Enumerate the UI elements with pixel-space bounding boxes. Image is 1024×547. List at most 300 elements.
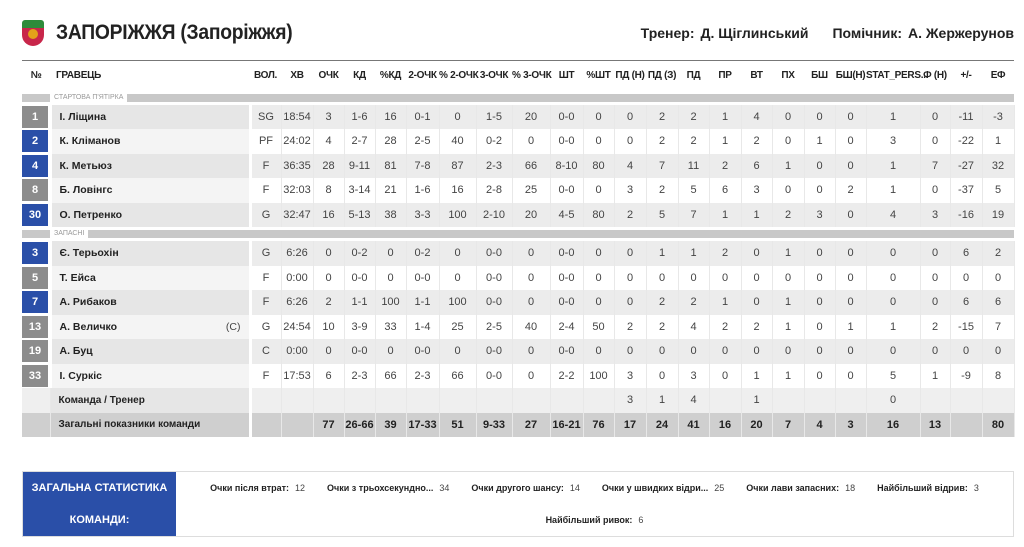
summary-title [23, 472, 176, 536]
stat-cell: 100 [439, 290, 476, 315]
jersey-number [22, 339, 50, 364]
section-label: ЗАПАСНІ [50, 229, 88, 239]
stat-cell: 0 [804, 290, 835, 315]
team-logo [22, 20, 44, 46]
column-header[interactable]: ОЧК [313, 61, 344, 91]
stat-cell: 1-4 [406, 315, 439, 340]
stat-cell: 0-0 [550, 129, 583, 154]
player-name-cell[interactable] [50, 203, 250, 228]
stat-cell: 0 [804, 241, 835, 266]
stat-cell: 1 [741, 364, 772, 389]
player-name[interactable]: Т. Ейса [59, 271, 96, 284]
stat-cell [439, 388, 476, 413]
player-row[interactable] [22, 290, 1014, 315]
summary-value: 25 [714, 483, 725, 493]
stat-cell: 6 [313, 364, 344, 389]
stat-cell: 1 [772, 290, 804, 315]
stat-cell [512, 388, 550, 413]
stat-cell: 0 [583, 178, 614, 203]
stat-cell: 7 [646, 154, 678, 179]
stat-cell: 8 [982, 364, 1014, 389]
stat-cell: 1 [646, 388, 678, 413]
stat-cell: 5 [678, 178, 709, 203]
stat-cell [281, 388, 313, 413]
player-name-cell[interactable] [50, 241, 250, 266]
player-row[interactable] [22, 178, 1014, 203]
player-name[interactable]: Є. Терьохін [59, 247, 119, 260]
summary-item [327, 483, 449, 493]
stat-cell: 7-8 [406, 154, 439, 179]
stat-cell: 7 [678, 203, 709, 228]
row-label: Команда / Тренер [50, 388, 250, 413]
stat-cell: 1 [741, 203, 772, 228]
player-row[interactable] [22, 266, 1014, 291]
stat-cell: 1 [866, 154, 920, 179]
stat-cell: 0 [835, 266, 866, 291]
stat-cell: 2 [614, 203, 646, 228]
stat-cell: 2 [646, 178, 678, 203]
stat-cell: 0 [835, 154, 866, 179]
stat-cell: 0:00 [281, 339, 313, 364]
stat-cell: F [250, 178, 281, 203]
column-header[interactable]: ГРАВЕЦЬ [50, 61, 250, 91]
stat-cell: 0 [835, 290, 866, 315]
stat-cell: 33 [375, 315, 406, 340]
stat-cell [835, 388, 866, 413]
stat-cell: 3 [614, 388, 646, 413]
team-header [22, 18, 1014, 48]
player-row[interactable] [22, 105, 1014, 130]
stat-cell: 0 [583, 241, 614, 266]
stat-cell: 24:02 [281, 129, 313, 154]
stat-cell: 0-0 [344, 266, 375, 291]
stat-cell: 32 [982, 154, 1014, 179]
column-header[interactable]: %ШТ [583, 61, 614, 91]
stat-cell: 0 [866, 388, 920, 413]
stat-cell: -16 [950, 203, 982, 228]
stat-cell: 7 [982, 315, 1014, 340]
stat-cell: 0 [614, 105, 646, 130]
summary-label: Найбільший відрив: [877, 483, 968, 493]
stat-cell: 4 [313, 129, 344, 154]
stat-cell: 0 [583, 129, 614, 154]
stat-cell: 28 [375, 129, 406, 154]
stat-cell: 76 [583, 413, 614, 438]
stat-cell [406, 388, 439, 413]
summary-label: Очки з трьохсекундно... [327, 483, 434, 493]
jersey-number [22, 241, 50, 266]
team-totals-row [22, 413, 1014, 438]
player-name[interactable]: К. Метьюз [59, 159, 112, 172]
jersey-badge: 30 [22, 204, 48, 226]
player-row[interactable] [22, 339, 1014, 364]
stat-cell: 0 [866, 266, 920, 291]
player-name[interactable]: О. Петренко [59, 208, 123, 221]
player-name-cell[interactable] [50, 315, 250, 340]
stat-cell: 0 [920, 105, 950, 130]
stat-cell: 0 [512, 266, 550, 291]
stat-cell: C [250, 339, 281, 364]
stat-cell [950, 413, 982, 438]
stat-cell: 0-0 [550, 266, 583, 291]
team-title: ЗАПОРІЖЖЯ (Запоріжжя) [56, 21, 293, 44]
player-row[interactable] [22, 241, 1014, 266]
player-name[interactable]: А. Буц [59, 345, 93, 358]
stat-cell: 32:47 [281, 203, 313, 228]
stat-cell: 5 [646, 203, 678, 228]
stat-cell [982, 388, 1014, 413]
row-label: Загальні показники команди [50, 413, 250, 438]
player-name-cell[interactable] [50, 339, 250, 364]
player-name-cell[interactable] [50, 105, 250, 130]
stat-cell: 0 [709, 266, 741, 291]
column-header[interactable]: ЕФ [982, 61, 1014, 91]
stat-cell [772, 388, 804, 413]
column-header[interactable]: ПД (Н) [614, 61, 646, 91]
stat-cell: 0 [950, 266, 982, 291]
stat-cell: -22 [950, 129, 982, 154]
stat-cell: 0 [804, 315, 835, 340]
stat-cell: 0 [772, 266, 804, 291]
stat-cell: 66 [375, 364, 406, 389]
stat-cell: 2-3 [406, 364, 439, 389]
stat-cell: 7 [920, 154, 950, 179]
stat-cell: 6 [950, 241, 982, 266]
jersey-badge: 2 [22, 130, 48, 152]
jersey-badge: 19 [22, 340, 48, 362]
stat-cell: 40 [439, 129, 476, 154]
stat-cell: 20 [741, 413, 772, 438]
stat-cell: 50 [583, 315, 614, 340]
column-header[interactable]: ПД (З) [646, 61, 678, 91]
stat-cell: 2 [678, 290, 709, 315]
stat-cell: 0-0 [476, 266, 512, 291]
stat-cell: 1 [920, 364, 950, 389]
stat-cell: 1 [982, 129, 1014, 154]
stat-cell: 0 [583, 266, 614, 291]
stat-cell: 0 [614, 266, 646, 291]
stat-cell: 0 [512, 129, 550, 154]
stat-cell: 0 [646, 266, 678, 291]
column-header[interactable]: STAT_PERS... [866, 61, 920, 91]
summary-value: 3 [973, 483, 979, 493]
stat-cell: 1-5 [476, 105, 512, 130]
stat-cell: 0-0 [550, 290, 583, 315]
player-name-cell[interactable] [50, 129, 250, 154]
stat-cell: 0-0 [476, 339, 512, 364]
column-header[interactable]: ПД [678, 61, 709, 91]
stat-cell: 21 [375, 178, 406, 203]
stat-cell: 2 [709, 154, 741, 179]
player-row[interactable] [22, 203, 1014, 228]
stat-cell: 9-33 [476, 413, 512, 438]
stat-cell: 19 [982, 203, 1014, 228]
stat-cell: 0 [804, 105, 835, 130]
section-header [22, 227, 1014, 241]
stat-cell: -37 [950, 178, 982, 203]
jersey-number [22, 364, 50, 389]
column-header[interactable]: ПХ [772, 61, 804, 91]
summary-label: Очки лави запасних: [746, 483, 840, 493]
player-name[interactable]: Б. Ловінгс [59, 184, 113, 197]
stat-cell: 0 [375, 339, 406, 364]
stat-cell: 0 [439, 105, 476, 130]
coaches [641, 25, 1014, 41]
column-header[interactable]: БШ(Н) [835, 61, 866, 91]
stat-cell: 2 [646, 105, 678, 130]
column-header[interactable]: ВТ [741, 61, 772, 91]
column-header[interactable]: +/- [950, 61, 982, 91]
stat-cell: 0 [772, 178, 804, 203]
stat-cell: 3 [920, 203, 950, 228]
stat-cell: 1 [709, 290, 741, 315]
stat-cell: 16 [709, 413, 741, 438]
stat-cell: 13 [920, 413, 950, 438]
stat-cell: 0 [982, 339, 1014, 364]
column-header[interactable]: %КД [375, 61, 406, 91]
stat-cell: 0 [772, 129, 804, 154]
column-header[interactable]: % 2-ОЧК [439, 61, 476, 91]
stat-cell: 0-0 [550, 241, 583, 266]
stat-cell: 0 [804, 266, 835, 291]
section-header [22, 91, 1014, 105]
stat-cell: 100 [439, 203, 476, 228]
stat-cell: 1 [646, 241, 678, 266]
coach-name: Д. Щіглинський [700, 25, 809, 41]
stat-cell: 0-1 [406, 105, 439, 130]
stat-cell: 2 [741, 129, 772, 154]
stat-cell: 0-2 [476, 129, 512, 154]
jersey-number [22, 203, 50, 228]
stat-cell: 24 [646, 413, 678, 438]
stat-cell: 2 [982, 241, 1014, 266]
player-name-cell[interactable] [50, 154, 250, 179]
stat-cell: 4 [866, 203, 920, 228]
column-header[interactable]: БШ [804, 61, 835, 91]
stat-cell: 0 [375, 266, 406, 291]
stat-cell: 0-0 [550, 339, 583, 364]
stat-cell: 2-3 [476, 154, 512, 179]
stat-cell: 17:53 [281, 364, 313, 389]
stat-cell: F [250, 364, 281, 389]
player-name-cell[interactable] [50, 266, 250, 291]
column-header[interactable]: ХВ [281, 61, 313, 91]
jersey-badge: 8 [22, 179, 48, 201]
stat-cell: 0 [313, 266, 344, 291]
stat-cell: 8 [313, 178, 344, 203]
column-header[interactable]: ШТ [550, 61, 583, 91]
team-coach-row [22, 388, 1014, 413]
stat-cell: 40 [512, 315, 550, 340]
stat-cell: 0 [709, 364, 741, 389]
stat-cell: 0 [583, 105, 614, 130]
player-row[interactable] [22, 129, 1014, 154]
stat-cell: 1 [772, 154, 804, 179]
stat-cell: 6 [741, 154, 772, 179]
summary-value: 12 [295, 483, 306, 493]
stat-cell: 77 [313, 413, 344, 438]
stat-cell: 1 [741, 388, 772, 413]
stat-cell [375, 388, 406, 413]
player-name[interactable]: І. Ліщина [59, 110, 107, 123]
stat-cell: 9-11 [344, 154, 375, 179]
stat-cell: 0 [804, 339, 835, 364]
stat-cell: 6:26 [281, 290, 313, 315]
section-label: СТАРТОВА П'ЯТІРКА [50, 93, 127, 103]
player-row[interactable] [22, 154, 1014, 179]
stat-cell: 0 [512, 290, 550, 315]
stat-cell: 2-4 [550, 315, 583, 340]
player-name-cell[interactable] [50, 178, 250, 203]
stat-cell: 0:00 [281, 266, 313, 291]
stat-cell: F [250, 290, 281, 315]
stat-cell: 0 [835, 339, 866, 364]
stat-cell: 0 [313, 339, 344, 364]
stat-cell: 0 [512, 339, 550, 364]
stat-cell: 0-0 [476, 290, 512, 315]
team-summary [22, 471, 1014, 537]
stat-cell: 3 [741, 178, 772, 203]
column-header[interactable]: 2-ОЧК [406, 61, 439, 91]
stat-cell: 10 [313, 315, 344, 340]
summary-title-line2: КОМАНДИ: [69, 514, 130, 526]
stat-cell: 36:35 [281, 154, 313, 179]
stat-cell: 2 [709, 241, 741, 266]
stat-cell: 4-5 [550, 203, 583, 228]
stat-cell: -9 [950, 364, 982, 389]
stat-cell: 0 [583, 339, 614, 364]
stat-cell: 3 [313, 105, 344, 130]
stat-cell [476, 388, 512, 413]
stat-cell: -3 [982, 105, 1014, 130]
player-name-cell[interactable] [50, 290, 250, 315]
jersey-number [22, 290, 50, 315]
summary-label: Очки другого шансу: [471, 483, 564, 493]
player-row[interactable] [22, 364, 1014, 389]
stat-cell: 80 [583, 154, 614, 179]
summary-item [210, 483, 305, 493]
table-header [22, 61, 1014, 91]
stat-cell: G [250, 241, 281, 266]
assistant-name: А. Жержерунов [908, 25, 1014, 41]
column-header[interactable]: Ф (Н) [920, 61, 950, 91]
empty-cell [22, 388, 50, 413]
stat-cell: 16 [313, 203, 344, 228]
stat-cell: 4 [614, 154, 646, 179]
stat-cell: 0 [646, 339, 678, 364]
stat-cell: 2 [646, 290, 678, 315]
stat-cell: 2-2 [550, 364, 583, 389]
stat-cell: 100 [583, 364, 614, 389]
stat-cell: 28 [313, 154, 344, 179]
stat-cell [804, 388, 835, 413]
stat-cell: 17-33 [406, 413, 439, 438]
stat-cell: 0 [982, 266, 1014, 291]
jersey-number [22, 178, 50, 203]
stat-cell: 2-7 [344, 129, 375, 154]
player-name[interactable]: К. Кліманов [59, 135, 121, 148]
stat-cell: 0 [741, 266, 772, 291]
stat-cell: 0-0 [476, 241, 512, 266]
stat-cell: -15 [950, 315, 982, 340]
stat-cell: 87 [439, 154, 476, 179]
player-name-cell[interactable] [50, 364, 250, 389]
stat-cell: 0 [678, 339, 709, 364]
stat-cell: 0 [835, 364, 866, 389]
jersey-badge: 13 [22, 316, 48, 338]
column-header[interactable]: № [22, 61, 50, 91]
player-name[interactable]: А. Рибаков [59, 296, 117, 309]
stat-cell: 3 [614, 178, 646, 203]
player-row[interactable] [22, 315, 1014, 340]
stat-cell: 0 [583, 290, 614, 315]
stat-cell: 0 [804, 178, 835, 203]
summary-title-line1: ЗАГАЛЬНА СТАТИСТИКА [31, 482, 168, 494]
stat-cell: 0 [741, 241, 772, 266]
stat-cell: 25 [512, 178, 550, 203]
stat-cell: 2-10 [476, 203, 512, 228]
stat-cell: SG [250, 105, 281, 130]
stat-cell: 1 [772, 241, 804, 266]
stat-cell [344, 388, 375, 413]
stat-cell: 3 [678, 364, 709, 389]
jersey-number [22, 154, 50, 179]
stat-cell: 0 [772, 105, 804, 130]
stat-cell: 66 [439, 364, 476, 389]
stat-cell: G [250, 315, 281, 340]
stat-cell: 26-66 [344, 413, 375, 438]
stat-cell: 25 [439, 315, 476, 340]
stat-cell: 0 [835, 105, 866, 130]
jersey-number [22, 129, 50, 154]
stat-cell: 0 [741, 290, 772, 315]
summary-value: 18 [845, 483, 856, 493]
stat-cell: 0-2 [344, 241, 375, 266]
column-header[interactable]: % 3-ОЧК [512, 61, 550, 91]
jersey-number [22, 105, 50, 130]
column-header[interactable]: ПР [709, 61, 741, 91]
jersey-badge: 1 [22, 106, 48, 128]
column-header[interactable]: 3-ОЧК [476, 61, 512, 91]
stat-cell: 5 [866, 364, 920, 389]
stat-cell: 2 [678, 105, 709, 130]
stat-cell: 1 [678, 241, 709, 266]
stat-cell: 0 [439, 339, 476, 364]
jersey-badge: 4 [22, 155, 48, 177]
player-name[interactable]: А. Величко [59, 320, 118, 333]
stat-cell: 16 [866, 413, 920, 438]
player-name[interactable]: І. Суркіс [59, 369, 102, 382]
stat-cell: 2 [741, 315, 772, 340]
stat-cell: 0 [920, 241, 950, 266]
stat-cell: 5-13 [344, 203, 375, 228]
stat-cell: 6 [982, 290, 1014, 315]
stat-cell: 3 [835, 413, 866, 438]
stat-cell: 2 [313, 290, 344, 315]
stat-cell: 0-2 [406, 241, 439, 266]
stat-cell: 6 [950, 290, 982, 315]
column-header[interactable]: КД [344, 61, 375, 91]
stat-cell: 0 [375, 241, 406, 266]
summary-item [602, 483, 724, 493]
stat-cell: 0-0 [550, 178, 583, 203]
column-header[interactable]: ВОЛ. [250, 61, 281, 91]
summary-item [746, 483, 855, 493]
stat-cell: 39 [375, 413, 406, 438]
stat-cell: 0-0 [476, 364, 512, 389]
stat-cell: 38 [375, 203, 406, 228]
stat-cell [920, 388, 950, 413]
